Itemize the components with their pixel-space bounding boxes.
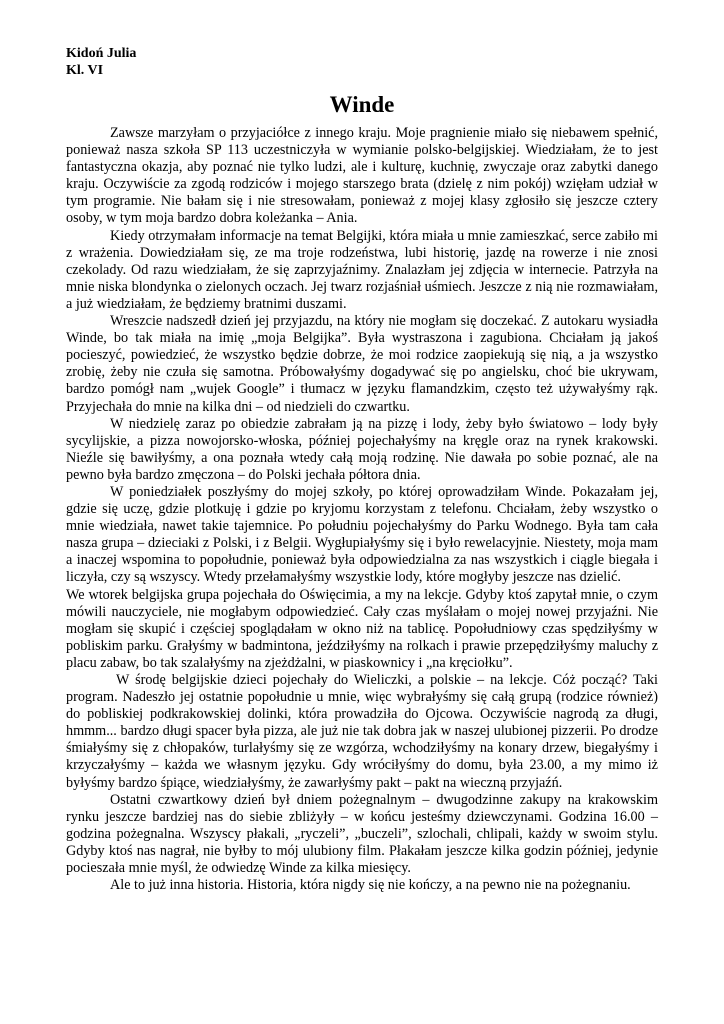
document-page bbox=[66, 45, 658, 894]
paragraph: W środę belgijskie dzieci pojechały do Wieliczki, a polskie – na lekcje. Cóż począć? Taki program. Nadeszło jej ostatnie popołudnie u mnie, więc wybrałyśmy się całą grupą (rodzice również) do pobliskiej podkrakowskiej dolinki, która prowadziła do Ojcowa. Oczywiście nagrodą za długi, hmmm... bardzo długi spacer była pizza, ale już nie tak dobra jak w naszej ulubionej pizzerii. Po drodze śmiałyśmy się z chłopaków, turlałyśmy się ze wzgórza, wchodziłyśmy na konary drzew, biegałyśmy i krzyczałyśmy – każda we własnym języku. Gdy wróciłyśmy do domu, była 23.00, a my mimo iż byłyśmy bardzo śpiące, wiedziałyśmy, że zawarłyśmy pakt – pakt na wieczną przyjaźń. bbox=[66, 672, 658, 791]
paragraph: We wtorek belgijska grupa pojechała do Oświęcimia, a my na lekcje. Gdyby ktoś zapytał mnie, o czym mówili nauczyciele, nie mogłabym odpowiedzieć. Cały czas myślałam o mojej nowej przyjaźni. Nie mogłam się skupić i częściej spoglądałam w okno niż na tablicę. Popołudniowy czas spędziłyśmy w pobliskim parku. Grałyśmy w badmintona, jeździłyśmy na rolkach i prawie przepędziłyśmy maluchy z placu zabaw, bo tak szalałyśmy na zjeżdżalni, w piaskownicy i „na kręciołku”. bbox=[66, 586, 658, 671]
paragraph: Zawsze marzyłam o przyjaciółce z innego kraju. Moje pragnienie miało się niebawem spełnić, ponieważ nasza szkoła SP 113 uczestniczyła w wymianie polsko-belgijskiej. Wiedziałam, że to jest fantastyczna okazja, aby poznać nie tylko ludzi, ale i kulturę, kuchnię, zwyczaje oraz zabytki danego kraju. Oczywiście za zgodą rodziców i mojego starszego brata (dzielę z nim pokój) wzięłam udział w tym programie. Nie bałam się i nie stresowałam, ponieważ z mojej klasy zgłosiło się jeszcze cztery osoby, w tym moja bardzo dobra koleżanka – Ania. bbox=[66, 125, 658, 227]
paragraph: W poniedziałek poszłyśmy do mojej szkoły, po której oprowadziłam Winde. Pokazałam jej, gdzie się uczę, gdzie plotkuję i gdzie po kryjomu korzystam z telefonu. Chciałam, żeby wszystko o mnie wiedziała, nawet takie tajemnice. Po południu pojechałyśmy do Parku Wodnego. Była tam cała nasza grupa – dzieciaki z Polski, i z Belgii. Wygłupiałyśmy się i było rewelacyjnie. Niestety, moja mam a inaczej wspomina to popołudnie, ponieważ była odpowiedzialna za nas wszystkich i ciągle biegała i liczyła, czy są wszyscy. Wtedy przełamałyśmy wszystkie lody, które mogłyby jeszcze nas dzielić. bbox=[66, 483, 658, 586]
paragraph: Kiedy otrzymałam informacje na temat Belgijki, która miała u mnie zamieszkać, serce zabiło mi z wrażenia. Dowiedziałam się, ze ma troje rodzeństwa, lubi historię, jazdę na rowerze i nie znosi czekolady. Od razu wiedziałam, że się zaprzyjaźnimy. Znalazłam jej zdjęcia w internecie. Patrzyła na mnie niska blondynka o zielonych oczach. Jej twarz rozjaśniał uśmiech. Jeszcze z nią nie rozmawiałam, a już wiedziałam, że będziemy bratnimi duszami. bbox=[66, 227, 658, 312]
paragraph: Ale to już inna historia. Historia, która nigdy się nie kończy, a na pewno nie na pożegnaniu. bbox=[110, 877, 631, 894]
author-name: Kidoń Julia bbox=[66, 46, 137, 61]
class-label: Kl. VI bbox=[66, 63, 104, 78]
paragraph: Wreszcie nadszedł dzień jej przyjazdu, na który nie mogłam się doczekać. Z autokaru wysiadła Winde, bo tak miała na imię „moja Belgijka”. Była wystraszona i zagubiona. Chciałam ją jakoś pocieszyć, powiedzieć, że wszystko będzie dobrze, że moi rodzice zaopiekują się nią, a ja wszystko zrobię, żeby nie czuła się samotna. Próbowałyśmy dogadywać się po angielsku, choć bie ukrywam, bardzo pomógł nam „wujek Google” i tłumacz w języku flamandzkim, często też używałyśmy rąk. Przyjechała do mnie na kilka dni – od niedzieli do czwartku. bbox=[66, 313, 658, 415]
document-body bbox=[66, 125, 658, 894]
document-title: Winde bbox=[329, 92, 395, 117]
paragraph: W niedzielę zaraz po obiedzie zabrałam ją na pizzę i lody, żeby było światowo – lody były sycylijskie, a pizza nowojorsko-włoska, później pojechałyśmy na kręgle oraz na rynek krakowski. Nieźle się bawiłyśmy, a ona poznała wtedy całą moją rodzinę. Nie dawała po sobie poznać, ale na pewno była bardzo zmęczona – do Polski jechała półtora dnia. bbox=[66, 415, 658, 483]
paragraph: Ostatni czwartkowy dzień był dniem pożegnalnym – dwugodzinne zakupy na krakowskim rynku jeszcze bardziej nas do siebie zbliżyły – w końcu jesteśmy dziewczynami. Godzina 16.00 – godzina pożegnalna. Wszyscy płakali, „ryczeli”, „buczeli”, szlochali, chlipali, każdy w swoim stylu. Gdyby ktoś nas nagrał, nie byłby to mój ulubiony film. Płakałam jeszcze kilka godzin później, jedynie pocieszała mnie myśl, że odwiedzę Winde za kilka miesięcy. bbox=[66, 791, 658, 877]
